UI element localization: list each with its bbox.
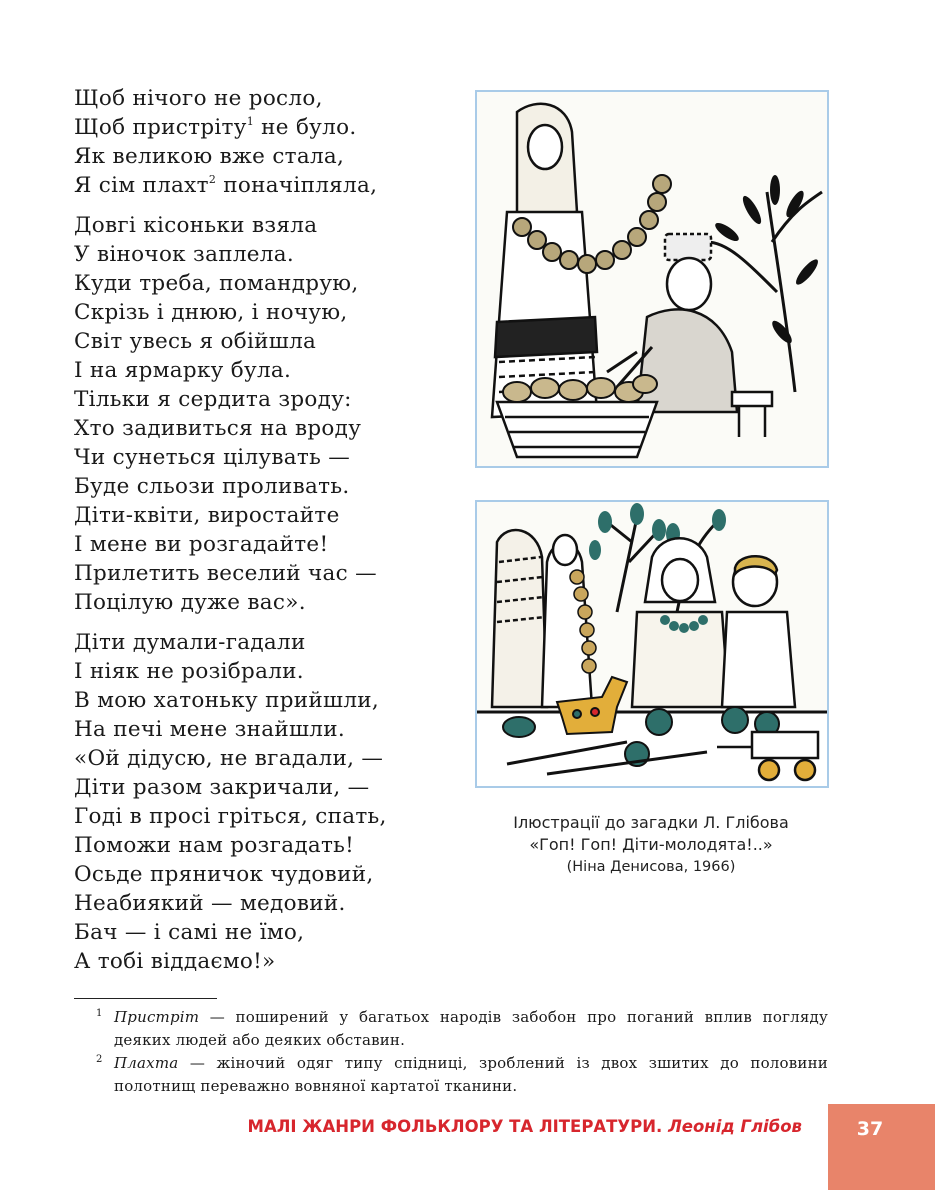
poem-line bbox=[74, 113, 454, 142]
poem-line: Буде сльози проливать. bbox=[74, 474, 350, 499]
footnote-term: Плахта bbox=[114, 1054, 179, 1072]
poem-line: Неабиякий — медовий. bbox=[74, 891, 346, 916]
poem-line: А тобі віддаємо!» bbox=[74, 949, 276, 974]
poem-line: Поможи нам розгадать! bbox=[74, 833, 355, 858]
footnote-number: 2 bbox=[96, 1054, 103, 1065]
page-number: 37 bbox=[856, 1118, 884, 1140]
poem-line: І на ярмарку була. bbox=[74, 358, 292, 383]
poem-line: У віночок заплела. bbox=[74, 242, 295, 267]
poem-line: Поцілую дуже вас». bbox=[74, 590, 306, 615]
illustration-market bbox=[475, 90, 829, 468]
caption-line: Ілюстрації до загадки Л. Глібова bbox=[513, 813, 789, 832]
poem-line: Куди треба, помандрую, bbox=[74, 271, 359, 296]
stanza-3 bbox=[74, 628, 454, 976]
poem-line: Осьде пряничок чудовий, bbox=[74, 862, 374, 887]
poem-line: Як великою вже стала, bbox=[74, 144, 345, 169]
author-name: Леонід Глібов bbox=[668, 1117, 802, 1136]
poem-line-text: Щоб пристріту bbox=[74, 115, 247, 140]
illustration-caption bbox=[468, 812, 834, 878]
footnote-number: 1 bbox=[96, 1008, 103, 1019]
poem-line: Прилетить веселий час — bbox=[74, 561, 377, 586]
poem-line: Хто задивиться на вроду bbox=[74, 416, 362, 441]
poem-line: Чи сунеться цілувать — bbox=[74, 445, 351, 470]
poem-line: І ніяк не розібрали. bbox=[74, 659, 304, 684]
page-number-box bbox=[828, 1104, 935, 1190]
footnote bbox=[96, 1052, 828, 1098]
footnote-definition: — поширений у багатьох народів забобон про поганий вплив погляду деяких людей або деяких обставин. bbox=[114, 1008, 828, 1049]
poem-line-text: поначіпляла, bbox=[216, 173, 378, 198]
illustration-children bbox=[475, 500, 829, 788]
poem-line: Скрізь і днюю, і ночую, bbox=[74, 300, 348, 325]
poem-line: На печі мене знайшли. bbox=[74, 717, 346, 742]
poem-line: Тільки я сердита зроду: bbox=[74, 387, 352, 412]
poem-line-text: Я сім плахт bbox=[74, 173, 209, 198]
poem-line: «Ой дідусю, не вгадали, — bbox=[74, 746, 384, 771]
poem-line: В мою хатоньку прийшли, bbox=[74, 688, 380, 713]
footnote-definition: — жіночий одяг типу спідниці, зроблений із двох зшитих до половини полотнищ переважно вовняної картатої тканини. bbox=[114, 1054, 828, 1095]
poem bbox=[74, 84, 454, 987]
poem-line: Щоб нічого не росло, bbox=[74, 86, 323, 111]
caption-line: «Гоп! Гоп! Діти-молодята!..» bbox=[529, 835, 773, 854]
poem-line: Світ увесь я обійшла bbox=[74, 329, 317, 354]
poem-line: І мене ви розгадайте! bbox=[74, 532, 329, 557]
poem-line: Діти-квіти, виростайте bbox=[74, 503, 340, 528]
poem-line-text: не було. bbox=[254, 115, 357, 140]
running-footer bbox=[248, 1117, 802, 1136]
poem-line: Діти думали-гадали bbox=[74, 630, 306, 655]
caption-line: (Ніна Денисова, 1966) bbox=[566, 859, 736, 875]
footnote bbox=[96, 1006, 828, 1052]
poem-line: Годі в просі гріться, спать, bbox=[74, 804, 387, 829]
footnote-text bbox=[114, 1052, 828, 1098]
stanza-2 bbox=[74, 211, 454, 617]
illustration-market-drawing bbox=[477, 92, 827, 466]
poem-line: Довгі кісоньки взяла bbox=[74, 213, 318, 238]
poem-line: Бач — і самі не їмо, bbox=[74, 920, 305, 945]
section-title: МАЛІ ЖАНРИ ФОЛЬКЛОРУ ТА ЛІТЕРАТУРИ. bbox=[247, 1117, 663, 1136]
illustration-children-drawing bbox=[477, 502, 827, 786]
footnotes bbox=[96, 1006, 828, 1098]
footnote-ref: 1 bbox=[246, 115, 255, 128]
footnote-ref: 2 bbox=[208, 173, 217, 186]
footnote-term: Пристріт bbox=[114, 1008, 200, 1026]
footnote-text bbox=[114, 1006, 828, 1052]
footnote-divider bbox=[74, 998, 217, 999]
poem-line: Діти разом закричали, — bbox=[74, 775, 370, 800]
poem-line bbox=[74, 171, 454, 200]
stanza-1 bbox=[74, 84, 454, 200]
